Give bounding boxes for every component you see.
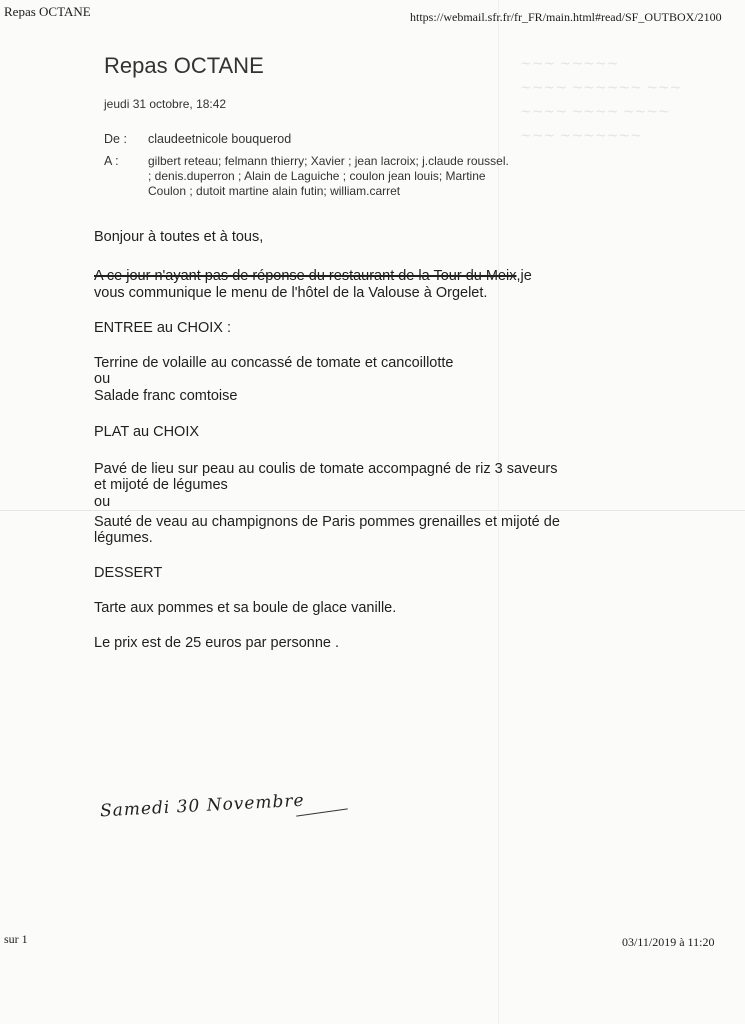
intro-line-2: vous communique le menu de l'hôtel de la Valouse à Orgelet.: [94, 285, 488, 301]
to-recipients: [148, 154, 548, 199]
dessert-title: DESSERT: [94, 565, 163, 581]
email-date: jeudi 31 octobre, 18:42: [104, 97, 227, 111]
to-line: ; denis.duperron ; Alain de Laguiche ; coulon jean louis; Martine: [148, 169, 486, 183]
plat-option-1-line-2: et mijoté de légumes: [94, 477, 228, 493]
to-line: Coulon ; dutoit martine alain futin; william.carret: [148, 184, 401, 198]
to-line: gilbert reteau; felmann thierry; Xavier ; jean lacroix; j.claude roussel.: [148, 154, 509, 168]
plat-option-2-line-1: Sauté de veau au champignons de Paris pommes grenailles et mijoté de: [94, 514, 560, 530]
plat-or: ou: [94, 494, 111, 510]
from-label: De :: [104, 132, 127, 146]
print-header-url: https://webmail.sfr.fr/fr_FR/main.html#read/SF_OUTBOX/2100: [410, 10, 722, 24]
paper-fold-horizontal: [0, 510, 745, 511]
handwritten-note: Samedi 30 Novembre: [99, 790, 306, 822]
entree-title: ENTREE au CHOIX :: [94, 320, 231, 336]
from-value: claudeetnicole bouquerod: [148, 132, 292, 146]
print-header-title: Repas OCTANE: [4, 4, 91, 19]
struck-text: A ce jour n'ayant pas de réponse du restaurant de la Tour du Meix: [94, 268, 517, 284]
print-footer-date: 03/11/2019 à 11:20: [622, 935, 715, 949]
print-footer-page: sur 1: [4, 932, 28, 946]
intro-line-1: [94, 268, 532, 286]
plat-option-1-line-1: Pavé de lieu sur peau au coulis de tomate accompagné de riz 3 saveurs: [94, 461, 558, 477]
entree-option-1: Terrine de volaille au concassé de tomate et cancoillotte: [94, 355, 454, 371]
intro-end: ,je: [516, 268, 532, 284]
to-label: A :: [104, 154, 119, 168]
entree-option-2: Salade franc comtoise: [94, 388, 238, 404]
show-through-text: ~~~ ~~~~~ ~~~~ ~~~~~~ ~~~ ~~~~ ~~~~ ~~~~ ~~~ ~~~~~~~: [520, 56, 682, 144]
dessert-option: Tarte aux pommes et sa boule de glace vanille.: [94, 600, 397, 616]
entree-or: ou: [94, 371, 111, 387]
plat-option-2-line-2: légumes.: [94, 530, 153, 546]
greeting: Bonjour à toutes et à tous,: [94, 229, 264, 245]
price-line: Le prix est de 25 euros par personne .: [94, 635, 340, 651]
plat-title: PLAT au CHOIX: [94, 424, 200, 440]
email-subject: Repas OCTANE: [104, 53, 264, 78]
